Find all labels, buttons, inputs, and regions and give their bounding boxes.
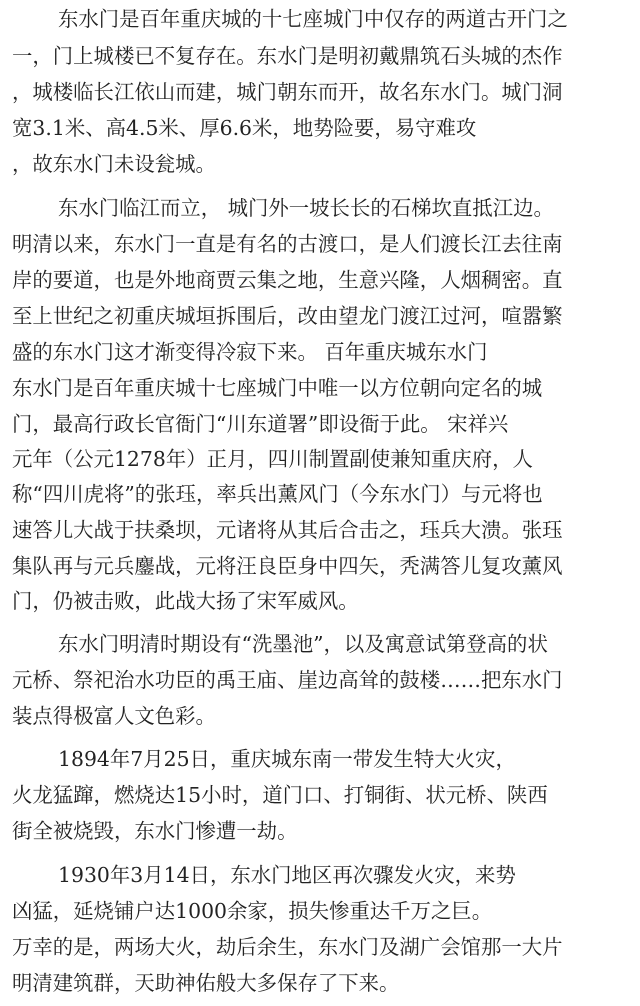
- paragraph-5-line-2: 凶猛，延烧铺户达1000余家，损失惨重达千万之巨。: [12, 899, 493, 923]
- paragraph-5-line-3: 万幸的是，两场大火，劫后余生，东水门及湖广会馆那一大片: [12, 935, 563, 959]
- paragraph-4-line-3: 街全被烧毁，东水门惨遭一劫。: [12, 819, 298, 843]
- paragraph-2-line-12: 门，仍被击败，此战大扬了宋军威风。: [12, 589, 359, 613]
- paragraph-2-line-1: 东水门临江而立， 城门外一坡长长的石梯坎直抵江边。: [58, 196, 554, 220]
- paragraph-2-line-7: 门，最高行政长官衙门“川东道署”即设衙于此。 宋祥兴: [12, 412, 509, 436]
- paragraph-2-line-6: 东水门是百年重庆城十七座城门中唯一以方位朝向定名的城: [12, 376, 543, 400]
- paragraph-5-line-4: 明清建筑群，天助神佑般大多保存了下来。: [12, 971, 400, 995]
- paragraph-4-line-1: 1894年7月25日，重庆城东南一带发生特大火灾，: [58, 747, 516, 771]
- paragraph-4-line-2: 火龙猛蹿，燃烧达15小时，道门口、打铜街、状元桥、陕西: [12, 783, 548, 807]
- paragraph-2-line-9: 称“四川虎将”的张珏，率兵出薰风门（今东水门）与元将也: [12, 482, 543, 506]
- paragraph-2-line-10: 速答儿大战于扶桑坝，元诸将从其后合击之，珏兵大溃。张珏: [12, 518, 563, 542]
- paragraph-2-line-2: 明清以来，东水门一直是有名的古渡口，是人们渡长江去往南: [12, 232, 563, 256]
- paragraph-1-line-4: 宽3.1米、高4.5米、厚6.6米，地势险要，易守难攻: [12, 116, 477, 140]
- paragraph-2-line-8: 元年（公元1278年）正月，四川制置副使兼知重庆府，人: [12, 447, 533, 471]
- paragraph-3-line-1: 东水门明清时期设有“洗墨池”，以及寓意试第登高的状: [58, 632, 548, 656]
- paragraph-2-line-5: 盛的东水门这才渐变得冷寂下来。 百年重庆城东水门: [12, 340, 488, 364]
- paragraph-1-line-1: 东水门是百年重庆城的十七座城门中仅存的两道古开门之: [58, 7, 568, 31]
- paragraph-1-line-2: 一，门上城楼已不复存在。东水门是明初戴鼎筑石头城的杰作: [12, 44, 563, 68]
- paragraph-3-line-2: 元桥、祭祀治水功臣的禹王庙、崖边高耸的鼓楼……把东水门: [12, 668, 563, 692]
- paragraph-5-line-1: 1930年3月14日，东水门地区再次骤发火灾，来势: [58, 863, 516, 887]
- paragraph-3-line-3: 装点得极富人文色彩。: [12, 704, 216, 728]
- paragraph-2-line-3: 岸的要道，也是外地商贾云集之地，生意兴隆，人烟稠密。直: [12, 268, 563, 292]
- paragraph-2-line-11: 集队再与元兵鏖战，元将汪良臣身中四矢，秃满答儿复攻薰风: [12, 554, 563, 578]
- paragraph-1-line-5: ，故东水门未设瓮城。: [12, 152, 216, 176]
- paragraph-1-line-3: ，城楼临长江依山而建，城门朝东而开，故名东水门。城门洞: [12, 80, 563, 104]
- paragraph-2-line-4: 至上世纪之初重庆城垣拆围后，改由望龙门渡江过河，喧嚣繁: [12, 304, 563, 328]
